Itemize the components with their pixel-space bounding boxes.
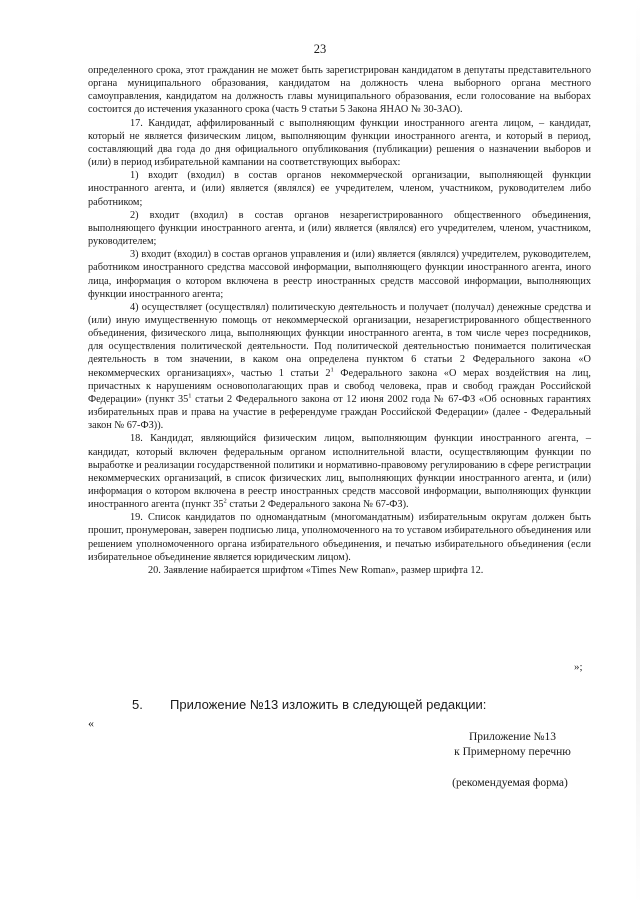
appendix-subtitle: к Примерному перечню (454, 746, 571, 758)
appendix-header (430, 730, 595, 760)
closing-quote: »; (574, 661, 583, 673)
paragraph-18 (88, 432, 591, 511)
paragraph-20: 20. Заявление набирается шрифтом «Times New Roman», размер шрифта 12. (148, 564, 484, 576)
superscript: 1 (188, 392, 192, 400)
form-note: (рекомендуемая форма) (452, 777, 568, 789)
list-item-1: 1) входит (входил) в состав органов некоммерческой организации, выполняющей функции иностранного агента, и (или) является (являлся) ее учредителем, членом, участником, руководителем либо работником; (88, 170, 591, 208)
superscript: 2 (223, 497, 227, 505)
section-number: 5. (132, 697, 143, 712)
paragraph-17: 17. Кандидат, аффилированный с выполняющим функции иностранного агента лицом, – кандидат, который не является физическим лицом, выполняющим функции иностранного агента, и который в период, составляющий два года до дня официального опубликования (публикации) решения о назначении выборов и (или) в период избирательной кампании на соответствующих выборах: (88, 117, 591, 169)
appendix-title: Приложение №13 (468, 731, 557, 743)
superscript: 1 (330, 366, 334, 374)
list-item-2: 2) входит (входил) в состав органов незарегистрированного общественного объединения, выполняющего функции иностранного агента, и (или) является (являлся) его учредителем, членом, участником, руководителем; (88, 209, 591, 248)
paragraph-continued: определенного срока, этот гражданин не может быть зарегистрирован кандидатом в депутаты представительного органа муниципального образования, кандидатом на должность члена выборного органа местного самоуправления, кандидатом на должность главы муниципального образования, если голосование на выборах состоится до истечения указанного срока (часть 9 статьи 5 Закона ЯНАО № 30-ЗАО). (88, 65, 591, 116)
page-number: 23 (313, 42, 327, 56)
paragraph-18-part-b: статьи 2 Федерального закона № 67-ФЗ). (226, 499, 409, 511)
document-body (88, 64, 591, 577)
list-item-4-part-b: Федерального закона «О мерах воздействия на лиц, причастных к нарушениям основополагающих прав и свобод человека, прав и свобод граждан Российской Федерации» (пункт 35 (88, 367, 591, 405)
scan-edge (636, 0, 640, 905)
section-text: Приложение №13 изложить в следующей редакции: (170, 697, 487, 712)
list-item-3: 3) входит (входил) в состав органов управления и (или) является (являлся) учредителем, руководителем, работником иностранного средства массовой информации, выполняющего функции иностранного агента, иного лица, информация о котором включена в реестр иностранных средств массовой информации, выполняющих функции иностранного агента; (88, 249, 591, 300)
section-5-heading (132, 697, 486, 712)
paragraph-19: 19. Список кандидатов по одномандатным (многомандатным) избирательным округам должен быть прошит, пронумерован, заверен подписью лица, уполномоченного на то уставом избирательного объединения или решением уполномоченного органа избирательного объединения, и печатью избирательного объединения (если избирательное объединение является юридическим лицом). (88, 512, 591, 563)
list-item-4 (88, 301, 591, 433)
paragraph-18-part-a: 18. Кандидат, являющийся физическим лицом, выполняющим функции иностранного агента, – кандидат, который включен федеральным органом исполнительной власти, осуществляющим функции по выработке и реализации государственной политики и нормативно-правовому регулированию в сфере регистрации некоммерческих организаций, в список физических лиц, выполняющих функции иностранного агента, и (или) информация о котором включена в реестр иностранных средств массовой информации, выполняющих функции иностранного агента (пункт 35 (88, 433, 591, 511)
list-item-4-part-c: статьи 2 Федерального закона от 12 июня 2002 года № 67-ФЗ «Об основных гарантиях избирательных прав и права на участие в референдуме граждан Российской Федерации» (далее - Федеральный закон № 67-ФЗ)). (88, 393, 591, 432)
opening-quote: « (88, 716, 94, 730)
list-item-4-part-a: 4) осуществляет (осуществлял) политическую деятельность и получает (получал) денежные средства и (или) иную имущественную помощь от некоммерческой организации, незарегистрированного общественного объединения, физического лица, выполняющих функции иностранного агента, в том числе через посредников, для осуществления политической деятельности. Под политической деятельностью понимается политическая деятельность в том значении, в каком она определена пунктом 6 статьи 2 Федерального закона «О некоммерческих организациях», частью 1 статьи 2 (88, 301, 591, 379)
